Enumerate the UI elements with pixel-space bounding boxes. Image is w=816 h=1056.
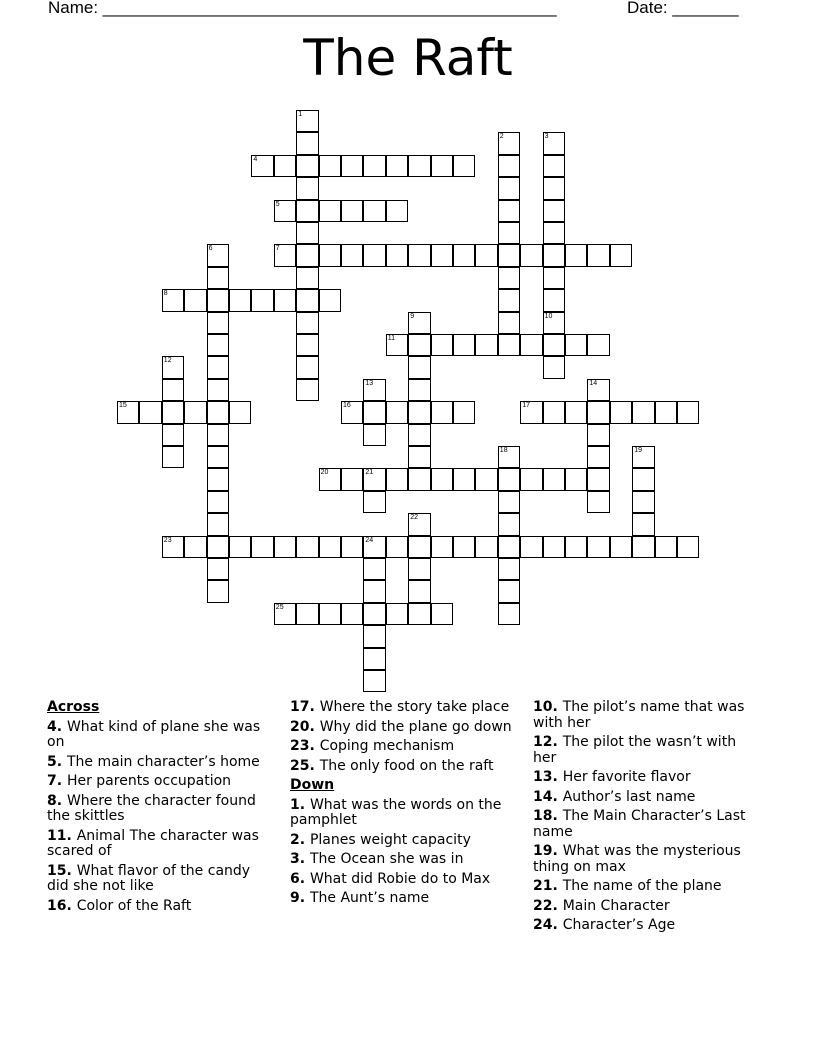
grid-cell[interactable]: [319, 468, 341, 490]
grid-cell[interactable]: [408, 155, 430, 177]
grid-cell[interactable]: [543, 356, 565, 378]
clue-text: Author’s last name: [562, 788, 696, 805]
clue-number: 4: [47, 718, 57, 735]
grid-cell[interactable]: [498, 468, 520, 490]
clue-text: Why did the plane go down: [319, 718, 512, 735]
grid-cell[interactable]: [475, 334, 497, 356]
grid-cell[interactable]: [543, 468, 565, 490]
clue-text: The Ocean she was in: [309, 851, 464, 867]
grid-cell[interactable]: [543, 132, 565, 154]
grid-cell[interactable]: [162, 424, 184, 446]
grid-cell[interactable]: [543, 536, 565, 558]
clue-text: Where the story take place: [319, 699, 510, 715]
grid-cell[interactable]: [587, 424, 609, 446]
grid-cell[interactable]: [386, 468, 408, 490]
clue-text: The name of the plane: [562, 878, 722, 894]
grid-cell[interactable]: [587, 244, 609, 266]
grid-cell[interactable]: [207, 558, 229, 580]
grid-cell[interactable]: [543, 334, 565, 356]
grid-cell[interactable]: [453, 155, 475, 177]
across-clue: 17. Where the story take place: [290, 699, 510, 715]
clue-number: 5: [47, 753, 57, 770]
grid-cell[interactable]: [632, 491, 654, 513]
grid-cell[interactable]: [229, 536, 251, 558]
clue-number: 5: [275, 200, 280, 208]
grid-cell[interactable]: [453, 468, 475, 490]
grid-cell[interactable]: [408, 603, 430, 625]
clue-column-3: [533, 700, 763, 938]
down-clue: 3. The Ocean she was in: [290, 851, 464, 867]
grid-cell[interactable]: [610, 244, 632, 266]
grid-cell[interactable]: [363, 580, 385, 602]
clue-number: 17: [522, 402, 530, 410]
grid-cell[interactable]: [408, 446, 430, 468]
clue-number: 11: [47, 827, 67, 844]
clue-number: 10: [533, 699, 553, 715]
grid-cell[interactable]: [587, 379, 609, 401]
grid-cell[interactable]: [319, 155, 341, 177]
grid-cell[interactable]: [408, 558, 430, 580]
grid-cell[interactable]: [319, 603, 341, 625]
grid-cell[interactable]: [363, 200, 385, 222]
grid-cell[interactable]: [543, 244, 565, 266]
grid-cell[interactable]: [498, 289, 520, 311]
grid-cell[interactable]: [453, 244, 475, 266]
clue-text: The main character’s home: [66, 753, 260, 770]
across-clue: 7. Her parents occupation: [47, 773, 232, 789]
grid-cell[interactable]: [296, 200, 318, 222]
clue-text: The Main Character’s Last name: [533, 808, 746, 840]
grid-cell[interactable]: [498, 244, 520, 266]
grid-cell[interactable]: [498, 558, 520, 580]
clue-number: 18: [533, 808, 553, 824]
grid-cell[interactable]: [274, 200, 296, 222]
clue-number: 21: [533, 878, 553, 894]
grid-cell[interactable]: [453, 334, 475, 356]
grid-cell[interactable]: [498, 132, 520, 154]
clue-number: 24: [533, 917, 553, 933]
grid-cell[interactable]: [207, 379, 229, 401]
grid-cell[interactable]: [207, 513, 229, 535]
clue-text: Character’s Age: [562, 917, 676, 933]
grid-cell[interactable]: [341, 155, 363, 177]
grid-cell[interactable]: [475, 468, 497, 490]
grid-cell[interactable]: [386, 401, 408, 423]
grid-cell[interactable]: [408, 468, 430, 490]
name-field[interactable]: Name: ________________________________________________: [48, 0, 557, 17]
grid-cell[interactable]: [274, 603, 296, 625]
grid-cell[interactable]: [677, 401, 699, 423]
clue-number: 12: [533, 734, 553, 750]
grid-cell[interactable]: [543, 155, 565, 177]
grid-cell[interactable]: [431, 536, 453, 558]
down-clue: 10. The pilot’s name that was with her: [533, 699, 745, 731]
grid-cell[interactable]: [229, 289, 251, 311]
grid-cell[interactable]: [296, 379, 318, 401]
grid-cell[interactable]: [498, 580, 520, 602]
grid-cell[interactable]: [632, 468, 654, 490]
clue-number: 24: [365, 536, 374, 544]
grid-cell[interactable]: [274, 536, 296, 558]
grid-cell[interactable]: [363, 468, 385, 490]
clue-number: 25: [290, 757, 310, 774]
grid-cell[interactable]: [408, 424, 430, 446]
down-clue: 19. What was the mysterious thing on max: [533, 843, 741, 875]
grid-cell[interactable]: [296, 155, 318, 177]
clue-number: 18: [499, 447, 508, 454]
grid-cell[interactable]: [543, 200, 565, 222]
clue-number: 14: [533, 788, 553, 805]
date-field[interactable]: Date: _______: [627, 0, 739, 17]
clue-number: 25: [275, 603, 284, 611]
clue-number: 2: [290, 831, 300, 848]
across-clue: 20. Why did the plane go down: [290, 718, 512, 735]
grid-cell[interactable]: [207, 468, 229, 490]
grid-cell[interactable]: [543, 401, 565, 423]
clue-number: 1: [290, 796, 300, 813]
grid-cell[interactable]: [543, 177, 565, 199]
grid-cell[interactable]: [632, 513, 654, 535]
grid-cell[interactable]: [587, 468, 609, 490]
clue-number: 11: [387, 335, 396, 342]
grid-cell[interactable]: [139, 401, 161, 423]
down-clue: 12. The pilot the wasn’t with her: [533, 734, 737, 766]
grid-cell[interactable]: [363, 558, 385, 580]
grid-cell[interactable]: [386, 200, 408, 222]
grid-cell[interactable]: [296, 177, 318, 199]
clue-number: 3: [290, 851, 300, 867]
grid-cell[interactable]: [363, 670, 385, 692]
grid-cell[interactable]: [296, 132, 318, 154]
across-clue: 8. Where the character found the skittles: [47, 792, 256, 824]
grid-cell[interactable]: [319, 289, 341, 311]
grid-cell[interactable]: [498, 222, 520, 244]
clue-text: Animal The character was scared of: [47, 827, 259, 859]
clue-number: 7: [47, 773, 57, 789]
grid-cell[interactable]: [587, 446, 609, 468]
grid-cell[interactable]: [498, 177, 520, 199]
grid-cell[interactable]: [296, 312, 318, 334]
grid-cell[interactable]: [386, 155, 408, 177]
grid-cell[interactable]: [341, 244, 363, 266]
down-clue: 1. What was the words on the pamphlet: [290, 796, 502, 828]
grid-cell[interactable]: [296, 110, 318, 132]
clue-section-heading: Across: [47, 699, 100, 715]
grid-cell[interactable]: [296, 603, 318, 625]
down-clue: 22. Main Character: [533, 897, 670, 914]
clue-number: 15: [119, 402, 127, 410]
grid-cell[interactable]: [431, 334, 453, 356]
grid-cell[interactable]: [363, 648, 385, 670]
grid-cell[interactable]: [431, 244, 453, 266]
clue-column-1: [47, 700, 272, 918]
grid-cell[interactable]: [363, 244, 385, 266]
grid-cell[interactable]: [274, 289, 296, 311]
grid-cell[interactable]: [632, 401, 654, 423]
across-clue: 16. Color of the Raft: [47, 897, 192, 914]
across-clue: 25. The only food on the raft: [290, 757, 494, 774]
grid-cell[interactable]: [363, 491, 385, 513]
clue-number: 22: [410, 514, 418, 522]
down-clue: 14. Author’s last name: [533, 788, 696, 805]
grid-cell[interactable]: [520, 468, 542, 490]
grid-cell[interactable]: [341, 401, 363, 423]
across-clue: 23. Coping mechanism: [290, 738, 455, 754]
grid-cell[interactable]: [431, 401, 453, 423]
grid-cell[interactable]: [274, 244, 296, 266]
grid-cell[interactable]: [408, 580, 430, 602]
grid-cell[interactable]: [162, 401, 184, 423]
grid-cell[interactable]: [677, 536, 699, 558]
clue-column-2: [290, 700, 520, 911]
down-clue: 24. Character’s Age: [533, 917, 676, 933]
grid-cell[interactable]: [207, 312, 229, 334]
grid-cell[interactable]: [251, 289, 273, 311]
clue-number: 13: [533, 769, 553, 785]
grid-cell[interactable]: [296, 289, 318, 311]
grid-cell[interactable]: [274, 155, 296, 177]
grid-cell[interactable]: [453, 401, 475, 423]
clue-number: 23: [163, 536, 172, 544]
grid-cell[interactable]: [655, 536, 677, 558]
clue-number: 3: [544, 133, 549, 141]
across-clue: 11. Animal The character was scared of: [47, 827, 259, 859]
grid-cell[interactable]: [229, 401, 251, 423]
grid-cell[interactable]: [162, 356, 184, 378]
clue-number: 16: [343, 402, 351, 410]
clue-text: Her parents occupation: [66, 773, 232, 789]
grid-cell[interactable]: [207, 491, 229, 513]
clue-number: 8: [163, 290, 168, 298]
clue-number: 6: [290, 870, 300, 887]
grid-cell[interactable]: [520, 536, 542, 558]
grid-cell[interactable]: [341, 536, 363, 558]
grid-cell[interactable]: [475, 244, 497, 266]
grid-cell[interactable]: [207, 244, 229, 266]
clue-number: 6: [208, 245, 213, 253]
grid-cell[interactable]: [632, 536, 654, 558]
grid-cell[interactable]: [319, 200, 341, 222]
down-clue: 18. The Main Character’s Last name: [533, 808, 746, 840]
grid-cell[interactable]: [296, 222, 318, 244]
grid-cell[interactable]: [498, 513, 520, 535]
clue-number: 17: [290, 699, 310, 715]
grid-cell[interactable]: [296, 356, 318, 378]
clue-number: 13: [365, 379, 374, 387]
clue-text: What kind of plane she was on: [47, 718, 261, 750]
grid-cell[interactable]: [117, 401, 139, 423]
grid-cell[interactable]: [207, 536, 229, 558]
grid-cell[interactable]: [520, 334, 542, 356]
clue-number: 20: [320, 469, 329, 477]
grid-cell[interactable]: [587, 401, 609, 423]
across-clue: 15. What flavor of the candy did she not like: [47, 862, 251, 894]
grid-cell[interactable]: [296, 267, 318, 289]
clue-number: 21: [365, 469, 374, 477]
clue-number: 19: [634, 447, 642, 454]
clue-text: Where the character found the skittles: [47, 792, 256, 824]
page-title: The Raft: [303, 29, 513, 87]
clue-number: 2: [499, 133, 504, 141]
grid-cell[interactable]: [319, 244, 341, 266]
grid-cell[interactable]: [498, 446, 520, 468]
down-clue: 13. Her favorite flavor: [533, 769, 691, 785]
grid-cell[interactable]: [587, 334, 609, 356]
down-clue: 9. The Aunt’s name: [290, 890, 430, 906]
grid-cell[interactable]: [587, 536, 609, 558]
grid-cell[interactable]: [565, 244, 587, 266]
grid-cell[interactable]: [520, 401, 542, 423]
clue-text: What was the words on the pamphlet: [290, 796, 502, 828]
grid-cell[interactable]: [341, 468, 363, 490]
grid-cell[interactable]: [632, 446, 654, 468]
clue-number: 7: [275, 245, 280, 253]
grid-cell[interactable]: [341, 200, 363, 222]
grid-cell[interactable]: [363, 401, 385, 423]
grid-cell[interactable]: [251, 536, 273, 558]
grid-cell[interactable]: [453, 536, 475, 558]
grid-cell[interactable]: [543, 312, 565, 334]
across-clue: 4. What kind of plane she was on: [47, 718, 261, 750]
grid-cell[interactable]: [408, 334, 430, 356]
clue-text: The pilot’s name that was with her: [533, 699, 745, 731]
grid-cell[interactable]: [565, 401, 587, 423]
clue-text: Coping mechanism: [319, 738, 455, 754]
grid-cell[interactable]: [431, 155, 453, 177]
clue-text: The pilot the wasn’t with her: [533, 734, 737, 766]
clue-text: The Aunt’s name: [309, 890, 430, 906]
grid-cell[interactable]: [498, 312, 520, 334]
clue-number: 10: [544, 312, 553, 320]
grid-cell[interactable]: [498, 200, 520, 222]
grid-cell[interactable]: [184, 536, 206, 558]
grid-cell[interactable]: [655, 401, 677, 423]
grid-cell[interactable]: [543, 289, 565, 311]
grid-cell[interactable]: [207, 267, 229, 289]
grid-cell[interactable]: [162, 446, 184, 468]
down-clue: 21. The name of the plane: [533, 878, 722, 894]
grid-cell[interactable]: [386, 334, 408, 356]
grid-cell[interactable]: [162, 536, 184, 558]
grid-cell[interactable]: [207, 424, 229, 446]
grid-cell[interactable]: [408, 312, 430, 334]
grid-cell[interactable]: [543, 222, 565, 244]
grid-cell[interactable]: [363, 625, 385, 647]
clue-text: What did Robie do to Max: [309, 870, 491, 887]
grid-cell[interactable]: [363, 379, 385, 401]
clue-number: 1: [298, 111, 303, 118]
grid-cell[interactable]: [498, 267, 520, 289]
grid-cell[interactable]: [543, 267, 565, 289]
grid-cell[interactable]: [162, 379, 184, 401]
grid-cell[interactable]: [498, 536, 520, 558]
grid-cell[interactable]: [565, 536, 587, 558]
down-clue: 6. What did Robie do to Max: [290, 870, 491, 887]
clue-text: What flavor of the candy did she not like: [47, 862, 251, 894]
grid-cell[interactable]: [565, 334, 587, 356]
grid-cell[interactable]: [363, 424, 385, 446]
grid-cell[interactable]: [207, 356, 229, 378]
grid-cell[interactable]: [520, 244, 542, 266]
grid-cell[interactable]: [408, 401, 430, 423]
grid-cell[interactable]: [341, 603, 363, 625]
grid-cell[interactable]: [296, 334, 318, 356]
grid-cell[interactable]: [475, 536, 497, 558]
clue-number: 15: [47, 862, 67, 879]
clue-text: Planes weight capacity: [309, 831, 471, 848]
clue-number: 16: [47, 897, 67, 914]
clue-number: 9: [410, 312, 415, 320]
grid-cell[interactable]: [386, 536, 408, 558]
clue-number: 20: [290, 718, 310, 735]
down-clue: 2. Planes weight capacity: [290, 831, 471, 848]
grid-cell[interactable]: [363, 603, 385, 625]
clue-section-heading: Down: [290, 777, 335, 793]
grid-cell[interactable]: [162, 289, 184, 311]
grid-cell[interactable]: [184, 289, 206, 311]
grid-cell[interactable]: [184, 401, 206, 423]
clue-number: 22: [533, 897, 553, 914]
grid-cell[interactable]: [498, 155, 520, 177]
grid-cell[interactable]: [498, 491, 520, 513]
clue-number: 14: [589, 379, 598, 387]
grid-cell[interactable]: [408, 536, 430, 558]
grid-cell[interactable]: [207, 580, 229, 602]
clue-text: What was the mysterious thing on max: [533, 843, 741, 875]
grid-cell[interactable]: [431, 603, 453, 625]
grid-cell[interactable]: [498, 603, 520, 625]
grid-cell[interactable]: [363, 155, 385, 177]
grid-cell[interactable]: [296, 536, 318, 558]
grid-cell[interactable]: [408, 244, 430, 266]
grid-cell[interactable]: [408, 379, 430, 401]
grid-cell[interactable]: [408, 356, 430, 378]
clue-text: Color of the Raft: [76, 897, 192, 914]
grid-cell[interactable]: [207, 401, 229, 423]
clue-text: Main Character: [562, 897, 670, 914]
clue-number: 8: [47, 792, 57, 809]
grid-cell[interactable]: [251, 155, 273, 177]
grid-cell[interactable]: [431, 468, 453, 490]
grid-cell[interactable]: [207, 334, 229, 356]
clue-number: 4: [253, 155, 258, 163]
grid-cell[interactable]: [565, 468, 587, 490]
grid-cell[interactable]: [386, 244, 408, 266]
clue-number: 9: [290, 890, 300, 906]
grid-cell[interactable]: [296, 244, 318, 266]
grid-cell[interactable]: [498, 334, 520, 356]
grid-cell[interactable]: [610, 536, 632, 558]
grid-cell[interactable]: [207, 446, 229, 468]
grid-cell[interactable]: [408, 513, 430, 535]
across-clue: 5. The main character’s home: [47, 753, 260, 770]
grid-cell[interactable]: [587, 491, 609, 513]
clue-text: The only food on the raft: [319, 757, 494, 774]
clue-text: Her favorite flavor: [562, 769, 691, 785]
grid-cell[interactable]: [319, 536, 341, 558]
clue-number: 19: [533, 843, 553, 859]
grid-cell[interactable]: [207, 289, 229, 311]
clue-number: 23: [290, 738, 310, 754]
clue-number: 12: [163, 357, 172, 365]
grid-cell[interactable]: [363, 536, 385, 558]
grid-cell[interactable]: [386, 603, 408, 625]
grid-cell[interactable]: [610, 401, 632, 423]
